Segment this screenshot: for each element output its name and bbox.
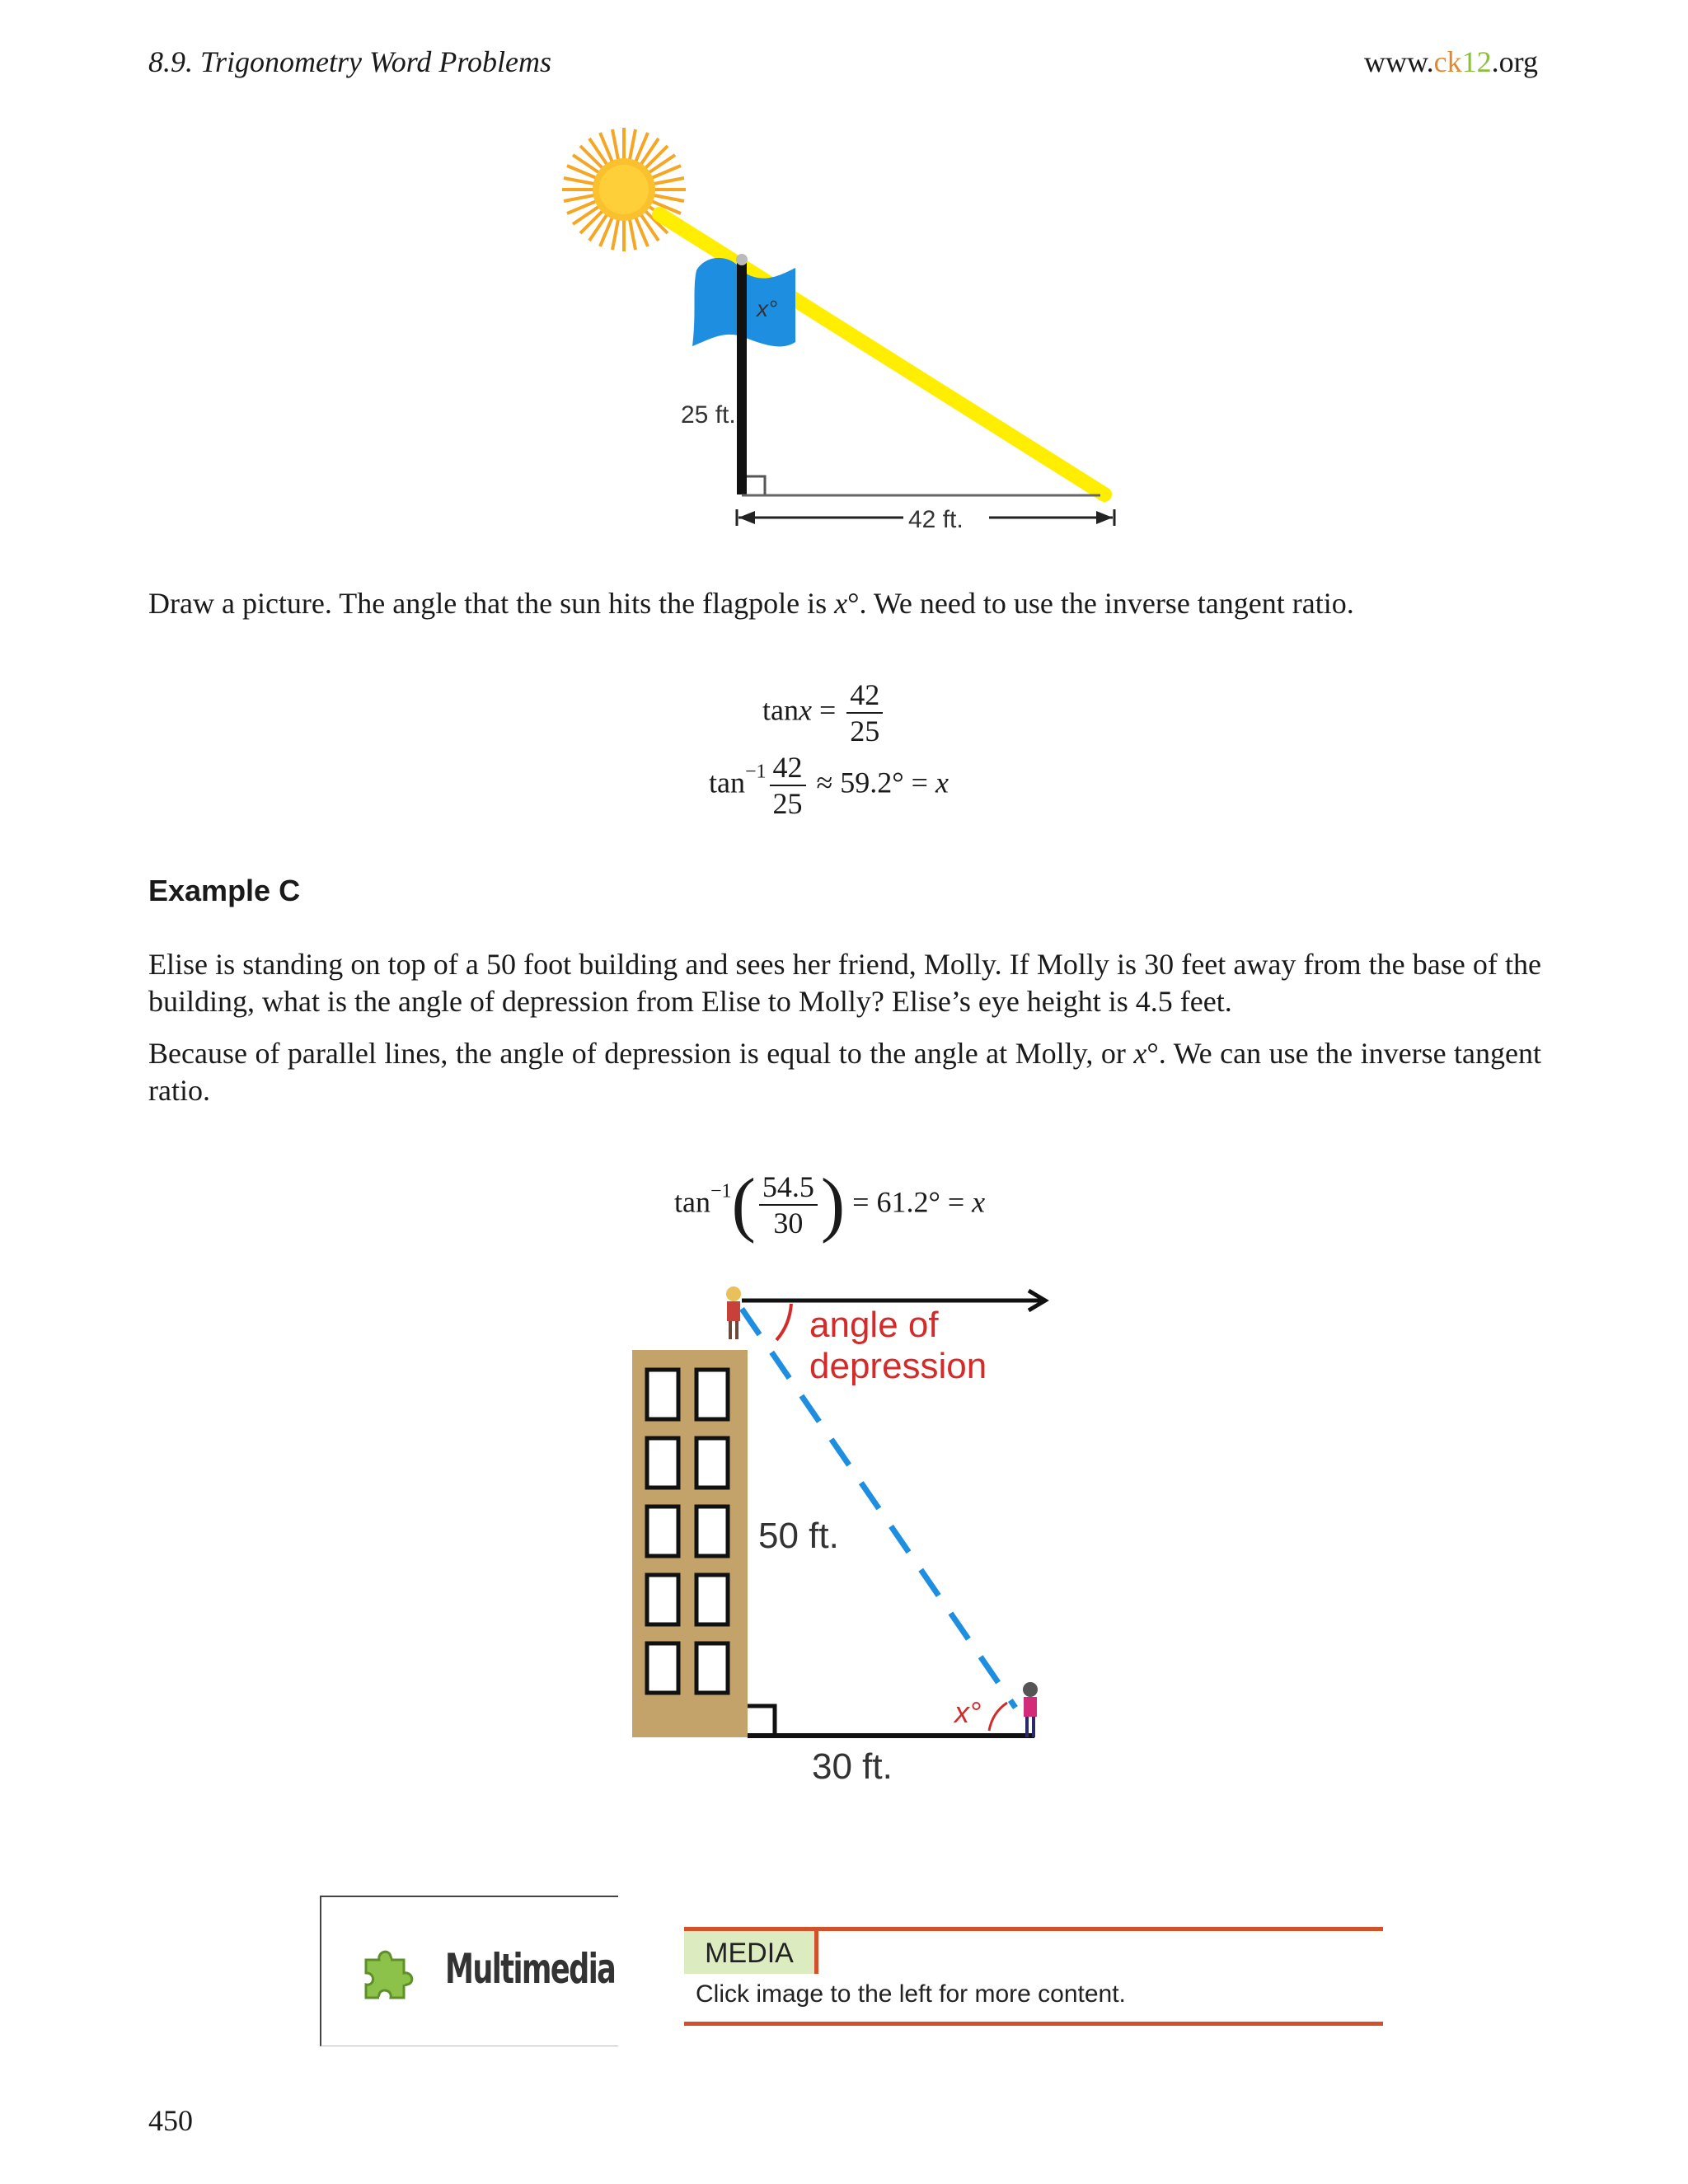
eq2-fn: tan bbox=[709, 766, 745, 799]
site-prefix: www. bbox=[1364, 45, 1434, 78]
flagpole-figure bbox=[544, 124, 1137, 552]
eq2-sup: −1 bbox=[744, 761, 767, 783]
section-title: 8.9. Trigonometry Word Problems bbox=[148, 45, 552, 78]
eq1-var: x bbox=[798, 693, 812, 727]
para1-var: x bbox=[834, 587, 848, 620]
eq2-var: x bbox=[935, 766, 949, 799]
eq3-num: 54.5 bbox=[759, 1169, 818, 1206]
angle-label-line2: depression bbox=[809, 1346, 987, 1386]
sun-beam bbox=[659, 214, 1104, 494]
site-suffix: .org bbox=[1491, 45, 1538, 78]
eq2-fraction bbox=[770, 750, 806, 821]
media-panel bbox=[684, 1927, 1383, 2026]
angle-x-label: x° bbox=[757, 296, 778, 321]
eq1-fn: tan bbox=[762, 693, 799, 727]
eq3-den: 30 bbox=[773, 1207, 804, 1240]
example-heading: Example C bbox=[148, 874, 301, 907]
para1-text-a: Draw a picture. The angle that the sun hits the flagpole is bbox=[148, 587, 835, 620]
height-label: 50 ft. bbox=[758, 1516, 839, 1556]
eq1-fraction bbox=[846, 677, 883, 748]
media-note: Click image to the left for more content. bbox=[696, 1980, 1126, 2008]
eq3-var: x bbox=[972, 1185, 986, 1219]
molly-figure bbox=[1023, 1682, 1038, 1737]
angle-x-label: x° bbox=[954, 1695, 982, 1729]
angle-label-line1: angle of bbox=[809, 1305, 939, 1345]
eq3-rest: = 61.2° = bbox=[845, 1185, 973, 1219]
equation-inverse-tan bbox=[709, 750, 949, 821]
base-label: 42 ft. bbox=[908, 506, 964, 533]
height-label: 25 ft. bbox=[681, 401, 736, 429]
depression-arc bbox=[776, 1304, 791, 1340]
eq3-fraction bbox=[759, 1169, 818, 1240]
right-angle-mark bbox=[747, 476, 765, 494]
sun-icon bbox=[562, 128, 686, 251]
eq2-rest: ≈ 59.2° = bbox=[809, 766, 935, 799]
paragraph-draw-picture bbox=[148, 585, 1541, 622]
eq3-fn: tan bbox=[674, 1185, 710, 1219]
eq1-num: 42 bbox=[846, 677, 883, 714]
base-label: 30 ft. bbox=[812, 1746, 893, 1787]
eq2-den: 25 bbox=[772, 787, 803, 820]
eq3-right-paren: ) bbox=[820, 1165, 846, 1244]
media-tag: MEDIA bbox=[684, 1931, 818, 1974]
multimedia-label: Multimedia bbox=[445, 1945, 616, 1993]
equation-depression bbox=[674, 1165, 986, 1244]
eq1-den: 25 bbox=[850, 715, 880, 748]
right-angle-mark bbox=[748, 1706, 775, 1736]
paragraph-example-c: Elise is standing on top of a 50 foot building and sees her friend, Molly. If Molly is 30 feet away from the base of the building, what is the angle of depression from Elise to Molly? Elise’s eye height is 4.5 feet. bbox=[148, 948, 1541, 1018]
multimedia-image-button[interactable] bbox=[320, 1896, 618, 2046]
site-12: 12 bbox=[1461, 45, 1492, 78]
para3-text-b: °. We can use the inverse tangent ratio. bbox=[148, 1037, 1542, 1107]
eq3-sup: −1 bbox=[710, 1180, 732, 1202]
eq2-num: 42 bbox=[770, 750, 806, 786]
elise-figure bbox=[726, 1286, 741, 1339]
page-number: 450 bbox=[148, 2104, 193, 2137]
eq3-left-paren: ( bbox=[731, 1165, 756, 1244]
para1-text-b: °. We need to use the inverse tangent ratio. bbox=[847, 587, 1354, 620]
building-figure bbox=[626, 1277, 1071, 1788]
x-angle-arc bbox=[989, 1703, 1007, 1731]
site-ck: ck bbox=[1433, 45, 1462, 78]
eq1-eq: = bbox=[811, 693, 844, 727]
equation-tan-x bbox=[762, 677, 886, 748]
site-url[interactable] bbox=[1364, 45, 1538, 79]
para3-var: x bbox=[1133, 1037, 1147, 1070]
para3-text-a: Because of parallel lines, the angle of depression is equal to the angle at Molly, or bbox=[148, 1037, 1134, 1070]
paragraph-parallel-lines bbox=[148, 1035, 1541, 1109]
puzzle-piece-icon bbox=[358, 1940, 424, 2006]
